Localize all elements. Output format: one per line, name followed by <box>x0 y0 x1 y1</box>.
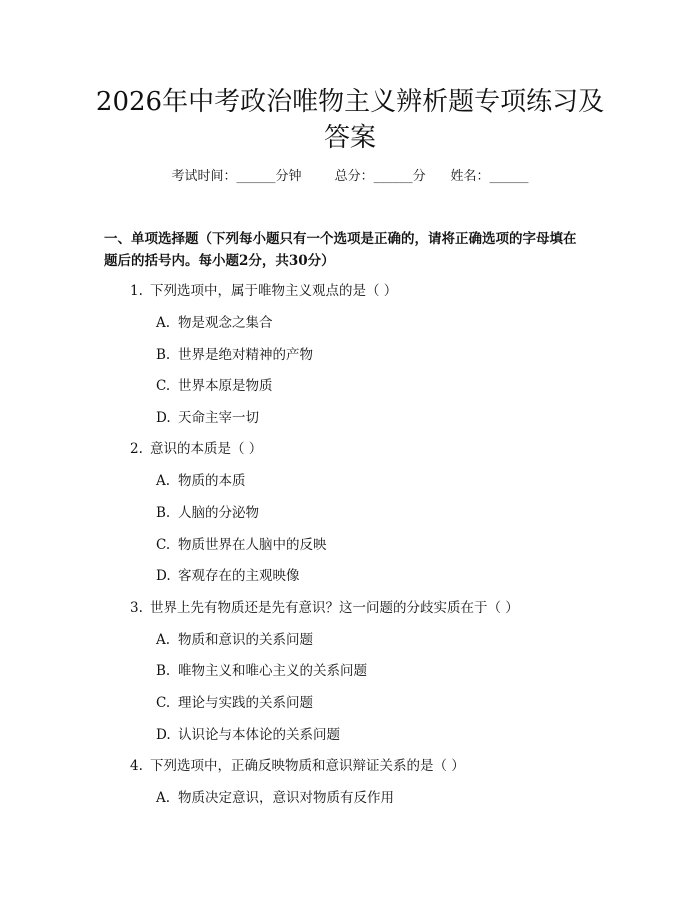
question-3-option-a <box>156 630 313 650</box>
question-text: 下列选项中，正确反映物质和意识辩证关系的是（ ） <box>150 758 465 774</box>
question-number: 2. <box>130 441 143 457</box>
option-letter: A. <box>156 315 171 331</box>
option-text: 世界本原是物质 <box>178 378 273 394</box>
question-text: 下列选项中，属于唯物主义观点的是（ ） <box>150 283 398 299</box>
question-2-option-c <box>156 535 327 555</box>
option-letter: B. <box>156 347 171 363</box>
document-title-line-1: 2026年中考政治唯物主义辨析题专项练习及 <box>95 87 605 117</box>
question-1-option-b <box>156 345 313 365</box>
option-letter: B. <box>156 663 171 679</box>
question-3 <box>130 598 519 618</box>
question-text: 世界上先有物质还是先有意识？这一问题的分歧实质在于（ ） <box>150 600 519 616</box>
option-letter: A. <box>156 632 171 648</box>
option-text: 物质的本质 <box>178 473 246 489</box>
option-text: 客观存在的主观映像 <box>178 568 300 584</box>
section-heading-line-2: 题后的括号内。每小题2分，共30分） <box>104 253 335 269</box>
question-4-option-a <box>156 788 394 808</box>
score-blank: ______ <box>373 169 413 184</box>
question-1-option-d <box>156 408 259 428</box>
option-text: 物质世界在人脑中的反映 <box>178 537 327 553</box>
option-letter: A. <box>156 473 171 489</box>
question-1-option-c <box>156 376 273 396</box>
option-letter: C. <box>156 537 171 553</box>
option-letter: D. <box>156 568 171 584</box>
time-unit: 分钟 <box>275 169 302 184</box>
question-number: 4. <box>130 758 143 774</box>
exam-info-line <box>0 168 700 186</box>
section-heading-line-1: 一、单项选择题（下列每小题只有一个选项是正确的，请将正确选项的字母填在 <box>104 231 577 247</box>
option-text: 唯物主义和唯心主义的关系问题 <box>178 663 367 679</box>
question-2 <box>130 439 262 459</box>
option-text: 世界是绝对精神的产物 <box>178 347 313 363</box>
question-2-option-a <box>156 471 246 491</box>
question-1 <box>130 281 397 301</box>
document-title-line-2: 答案 <box>323 123 376 153</box>
option-text: 物质和意识的关系问题 <box>178 632 313 648</box>
option-letter: B. <box>156 505 171 521</box>
score-label: 总分： <box>334 169 374 184</box>
name-blank: ______ <box>489 169 529 184</box>
option-text: 理论与实践的关系问题 <box>178 695 313 711</box>
section-heading <box>104 228 604 272</box>
name-label: 姓名： <box>450 169 490 184</box>
time-blank: ______ <box>236 169 276 184</box>
question-3-option-d <box>156 725 340 745</box>
question-3-option-b <box>156 661 367 681</box>
time-label: 考试时间： <box>171 169 237 184</box>
option-letter: D. <box>156 410 171 426</box>
option-letter: A. <box>156 790 171 806</box>
option-letter: C. <box>156 378 171 394</box>
question-1-option-a <box>156 313 273 333</box>
score-unit: 分 <box>412 169 426 184</box>
question-2-option-b <box>156 503 259 523</box>
question-number: 1. <box>130 283 143 299</box>
question-4 <box>130 756 465 776</box>
question-number: 3. <box>130 600 143 616</box>
question-3-option-c <box>156 693 313 713</box>
option-text: 认识论与本体论的关系问题 <box>178 727 340 743</box>
question-2-option-d <box>156 566 300 586</box>
option-letter: C. <box>156 695 171 711</box>
option-text: 物质决定意识，意识对物质有反作用 <box>178 790 394 806</box>
question-text: 意识的本质是（ ） <box>150 441 263 457</box>
option-letter: D. <box>156 727 171 743</box>
option-text: 人脑的分泌物 <box>178 505 259 521</box>
option-text: 天命主宰一切 <box>178 410 259 426</box>
option-text: 物是观念之集合 <box>178 315 273 331</box>
